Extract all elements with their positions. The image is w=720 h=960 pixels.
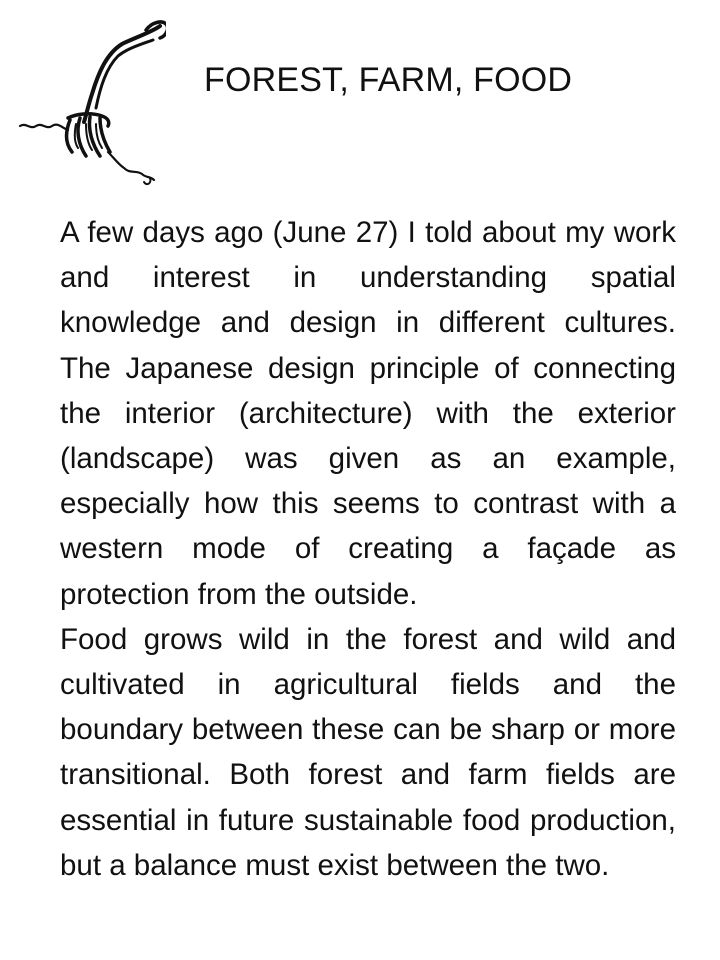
- pitchfork-icon: [16, 18, 166, 188]
- paragraph: A few days ago (June 27) I told about my work and interest in understanding spatial knowledge and design in different cultures. The Japanese design principle of connecting the interior (architecture) with the exterior (landscape) was given as an example, especially how this seems to contrast with a western mode of creating a façade as protection from the outside.: [60, 216, 676, 611]
- paragraph: Food grows wild in the forest and wild and cultivated in agricultural fields and the boundary between these can be sharp or more transitional. Both forest and farm fields are essential in future sustainable food production, but a balance must exist between the two.: [60, 622, 676, 882]
- page-title: FOREST, FARM, FOOD: [204, 61, 573, 99]
- body-text: [60, 210, 676, 888]
